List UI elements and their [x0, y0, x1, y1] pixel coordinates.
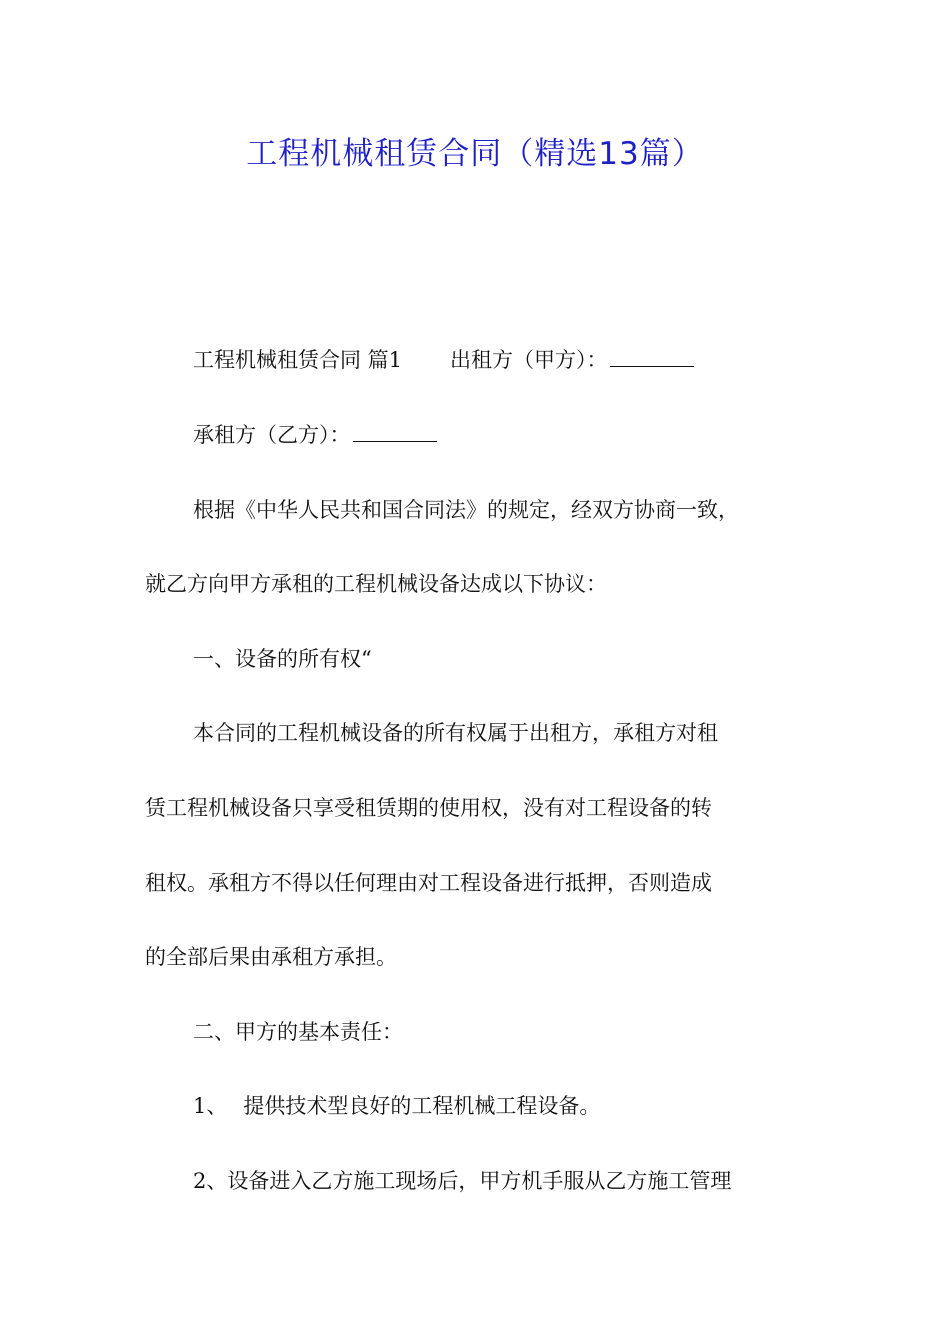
- list-item-text: 提供技术型良好的工程机械工程设备。: [243, 1094, 601, 1118]
- document-title: 工程机械租赁合同（精选13篇）: [246, 136, 704, 172]
- list-item: [193, 1091, 600, 1121]
- lessee-line: [193, 420, 437, 450]
- section-heading: 一、设备的所有权“: [193, 647, 372, 671]
- lessor-blank: [610, 346, 694, 367]
- paragraph-line: 的全部后果由承租方承担。: [145, 945, 397, 969]
- contract-section-label: 工程机械租赁合同 篇1: [193, 348, 403, 372]
- paragraph-line: 就乙方向甲方承租的工程机械设备达成以下协议：: [145, 572, 607, 596]
- paragraph-line: 赁工程机械设备只享受租赁期的使用权，没有对工程设备的转: [145, 796, 712, 820]
- paragraph-line: 根据《中华人民共和国合同法》的规定，经双方协商一致，: [193, 498, 739, 522]
- lessee-label: 承租方（乙方）：: [193, 423, 351, 447]
- list-item: 2、设备进入乙方施工现场后，甲方机手服从乙方施工管理: [193, 1169, 732, 1193]
- paragraph-line: 租权。承租方不得以任何理由对工程设备进行抵押，否则造成: [145, 871, 712, 895]
- lessee-blank: [353, 421, 437, 442]
- paragraph-line: 本合同的工程机械设备的所有权属于出租方，承租方对租: [193, 721, 718, 745]
- lessor-label: 出租方（甲方）：: [450, 348, 608, 372]
- section-heading: 二、甲方的基本责任：: [193, 1020, 403, 1044]
- contract-heading-line: [193, 345, 694, 375]
- list-item-number: 1、: [193, 1094, 228, 1118]
